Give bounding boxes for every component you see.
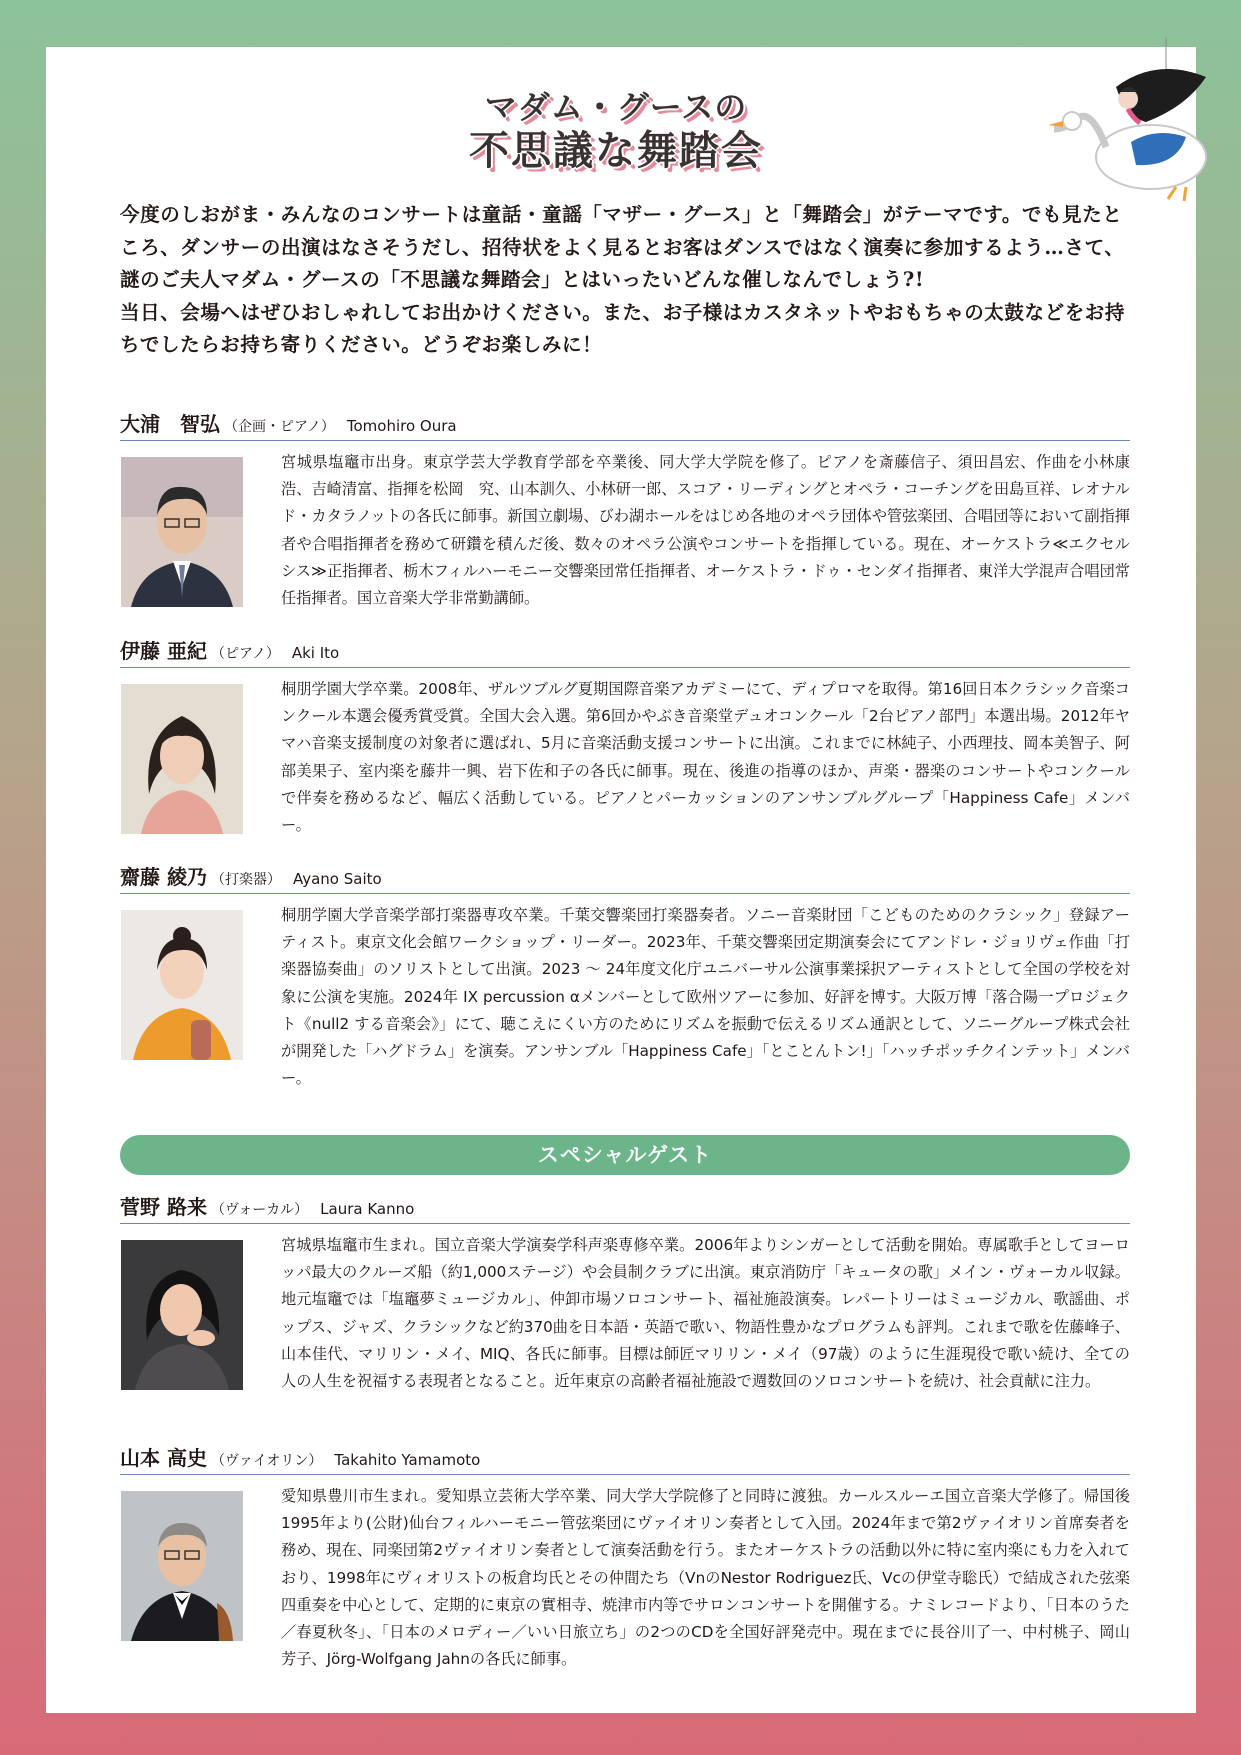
performer-name-row <box>120 409 1130 441</box>
performer-name-row <box>120 636 1130 668</box>
guest-name-row <box>120 1443 1130 1475</box>
performer-photo <box>121 684 243 834</box>
performer-saito <box>120 862 1130 1088</box>
guest-photo <box>121 1240 243 1390</box>
guest-name-row <box>120 1192 1130 1224</box>
guest-bio: 宮城県塩竈市生まれ。国立音楽大学演奏学科声楽専修卒業。2006年よりシンガーとして活動を開始。専属歌手としてヨーロッパ最大のクルーズ船（約1,000ステージ）や会員制クラブに出演。東京消防庁「キュータの歌」メイン・ヴォーカル収録。地元塩竈では「塩竈夢ミュージカル」、仲卸市場ソロコンサート、福祉施設演奏。レパートリーはミュージカル、歌謡曲、ポップス、ジャズ、クラシックなど約370曲を日本語・英語で歌い、物語性豊かなプログラムも評判。これまで歌を佐藤峰子、山本佳代、マリリン・メイ、MIQ、各氏に師事。目標は師匠マリリン・メイ（97歳）のように生涯現役で歌い続け、全ての人の人生を祝福する表現者となること。近年東京の高齢者福祉施設で週数回のソロコンサートを続け、社会貢献に注力。 <box>281 1236 1130 1391</box>
performer-bio: 桐朋学園大学卒業。2008年、ザルツブルグ夏期国際音楽アカデミーにて、ディプロマを取得。第16回日本クラシック音楽コンクール本選会優秀賞受賞。全国大会入選。第6回かやぶき音楽堂デュオコンクール「2台ピアノ部門」本選出場。2012年ヤマハ音楽支援制度の対象者に選ばれ、5月に音楽活動支援コンサートに出演。これまでに林純子、小西理技、岡本美智子、阿部美果子、室内楽を藤井一興、岩下佐和子の各氏に師事。現在、後進の指導のほか、声楽・器楽のコンサートやコンクールで伴奏を務めるなど、幅広く活動している。ピアノとパーカッションのアンサンブルグループ「Happiness Cafe」メンバー。 <box>281 680 1130 835</box>
performer-role: （打楽器） <box>210 872 281 888</box>
performer-name: 齋藤 綾乃 <box>120 865 207 889</box>
guest-name: 山本 高史 <box>120 1446 207 1470</box>
special-guest-banner: スペシャルゲスト <box>120 1135 1130 1175</box>
performer-name-en: Aki Ito <box>291 644 340 662</box>
performer-photo <box>121 457 243 607</box>
guest-role: （ヴァイオリン） <box>210 1453 323 1469</box>
guest-photo <box>121 1491 243 1641</box>
goose-illustration <box>1036 37 1216 217</box>
performer-ito <box>120 636 1130 835</box>
performer-name: 伊藤 亜紀 <box>120 639 207 663</box>
performer-name-en: Ayano Saito <box>292 870 382 888</box>
event-title <box>406 87 826 175</box>
performer-photo <box>121 910 243 1060</box>
guest-name-en: Laura Kanno <box>320 1200 415 1218</box>
title-line-2: 不思議な舞踏会 <box>469 128 763 174</box>
performer-name: 大浦 智弘 <box>120 412 220 436</box>
guest-bio: 愛知県豊川市生まれ。愛知県立芸術大学卒業、同大学大学院修了と同時に渡独。カールスルーエ国立音楽大学修了。帰国後1995年より(公財)仙台フィルハーモニー管弦楽団にヴァイオリン奏者として入団。2024年まで第2ヴァイオリン首席奏者を務め、現在、同楽団第2ヴァイオリン奏者として演奏活動を行う。またオーケストラの活動以外に特に室内楽にも力を入れており、1998年にヴィオリストの板倉均氏とその仲間たち（VnのNestor Rodriguez氏、Vcの伊堂寺聡氏）で結成された弦楽四重奏を中心として、定期的に東京の實相寺、焼津市内等でサロンコンサートを開催する。ナミレコードより、「日本のうた／春夏秋冬」、「日本のメロディー／いい日旅立ち」の2つのCDを全国好評発売中。現在までに長谷川了一、中村桃子、岡山芳子、Jörg-Wolfgang Jahnの各氏に師事。 <box>281 1487 1130 1669</box>
guest-name-en: Takahito Yamamoto <box>334 1451 481 1469</box>
intro-paragraph: 今度のしおがま・みんなのコンサートは童話・童謡「マザー・グース」と「舞踏会」がテーマです。でも見たところ、ダンサーの出演はなさそうだし、招待状をよく見るとお客はダンスではなく演奏に参加するよう…さて、謎のご夫人マダム・グースの「不思議な舞踏会」とはいったいどんな催しなんでしょう?! <box>120 203 1125 291</box>
guest-role: （ヴォーカル） <box>210 1202 309 1218</box>
performer-bio: 宮城県塩竈市出身。東京学芸大学教育学部を卒業後、同大学大学院を修了。ピアノを斎藤信子、須田昌宏、作曲を小林康浩、吉崎清富、指揮を松岡 究、山本訓久、小林研一郎、スコア・リーディングとオペラ・コーチングを田島亘祥、レオナルド・カタラノットの各氏に師事。新国立劇場、びわ湖ホールをはじめ各地のオペラ団体や管弦楽団、合唱団等において副指揮者や合唱指揮者を務めて研鑽を積んだ後、数々のオペラ公演やコンサートを指揮している。現在、オーケストラ≪エクセルシス≫正指揮者、栃木フィルハーモニー交響楽団常任指揮者、オーケストラ・ドゥ・センダイ指揮者、東洋大学混声合唱団常任指揮者。国立音楽大学非常勤講師。 <box>281 453 1130 608</box>
intro-paragraph: 当日、会場へはぜひおしゃれしてお出かけください。また、お子様はカスタネットやおもちゃの太鼓などをお持ちでしたらお持ち寄りください。どうぞお楽しみに！ <box>120 300 1126 356</box>
guest-kanno <box>120 1192 1130 1391</box>
guest-yamamoto <box>120 1443 1130 1669</box>
title-line-1: マダム・グースの <box>484 88 748 126</box>
performer-oura <box>120 409 1130 608</box>
performer-role: （ピアノ） <box>210 646 280 662</box>
intro-text <box>120 199 1130 362</box>
performer-bio: 桐朋学園大学音楽学部打楽器専攻卒業。千葉交響楽団打楽器奏者。ソニー音楽財団「こどものためのクラシック」登録アーティスト。東京文化会館ワークショップ・リーダー。2023年、千葉交響楽団定期演奏会にてアンドレ・ジョリヴェ作曲「打楽器協奏曲」のソリストとして出演。2023 ～ 24年度文化庁ユニバーサル公演事業採択アーティストとして全国の学校を対象に公演を実施。2024年 IX percussion αメンバーとして欧州ツアーに参加、好評を博す。大阪万博「落合陽一プロジェクト《null2 する音楽会》」にて、聴こえにくい方のためにリズムを振動で伝えるリズム通訳として、ソニーグループ株式会社が開発した「ハグドラム」を演奏。アンサンブル「Happiness Cafe」「とことんトン!」「ハッチポッチクインテット」メンバー。 <box>281 906 1130 1088</box>
performer-role: （企画・ピアノ） <box>224 419 335 435</box>
flyer-sheet <box>46 47 1196 1713</box>
performer-name-row <box>120 862 1130 894</box>
performer-name-en: Tomohiro Oura <box>346 417 457 435</box>
guest-name: 菅野 路来 <box>120 1195 207 1219</box>
